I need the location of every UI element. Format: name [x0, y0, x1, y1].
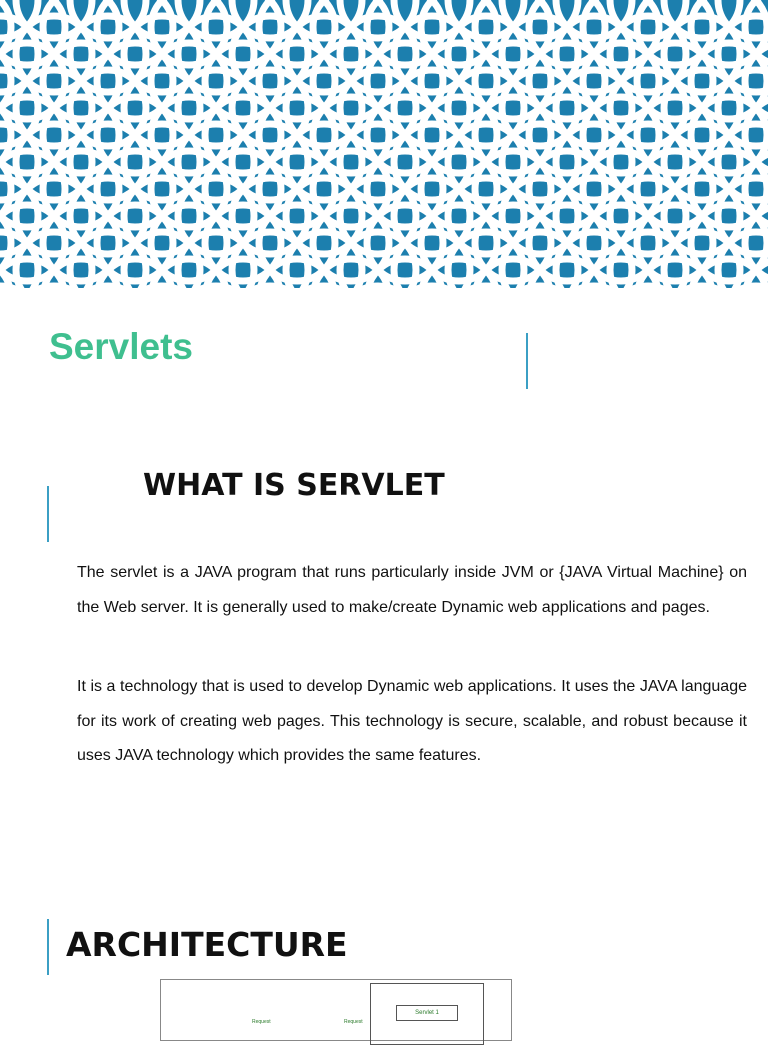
paragraph-definition: The servlet is a JAVA program that runs particularly inside JVM or {JAVA Virtual Machine} on the Web server. It is generally used to make/create Dynamic web applications and pages.: [77, 564, 747, 616]
deck-title: Servlets: [49, 326, 193, 367]
title-divider: [526, 333, 528, 389]
web-server-box: [370, 983, 484, 1045]
decorative-banner: [0, 0, 768, 288]
request-label: Request: [252, 1019, 271, 1025]
request-label: Request: [344, 1019, 363, 1025]
paragraph-technology: It is a technology that is used to develop Dynamic web applications. It uses the JAVA language for its work of creating web pages. This technology is secure, scalable, and robust because it uses JAVA technology which provides the same features.: [77, 678, 747, 764]
banner-pattern: [0, 0, 768, 288]
section-heading-architecture: ARCHITECTURE: [66, 925, 348, 964]
servlet-box: Servlet 1: [396, 1005, 458, 1021]
architecture-diagram: [160, 979, 512, 1041]
section-accent-bar: [47, 486, 49, 542]
section-heading-what-is-servlet: WHAT IS SERVLET: [143, 468, 445, 503]
section-accent-bar: [47, 919, 49, 975]
